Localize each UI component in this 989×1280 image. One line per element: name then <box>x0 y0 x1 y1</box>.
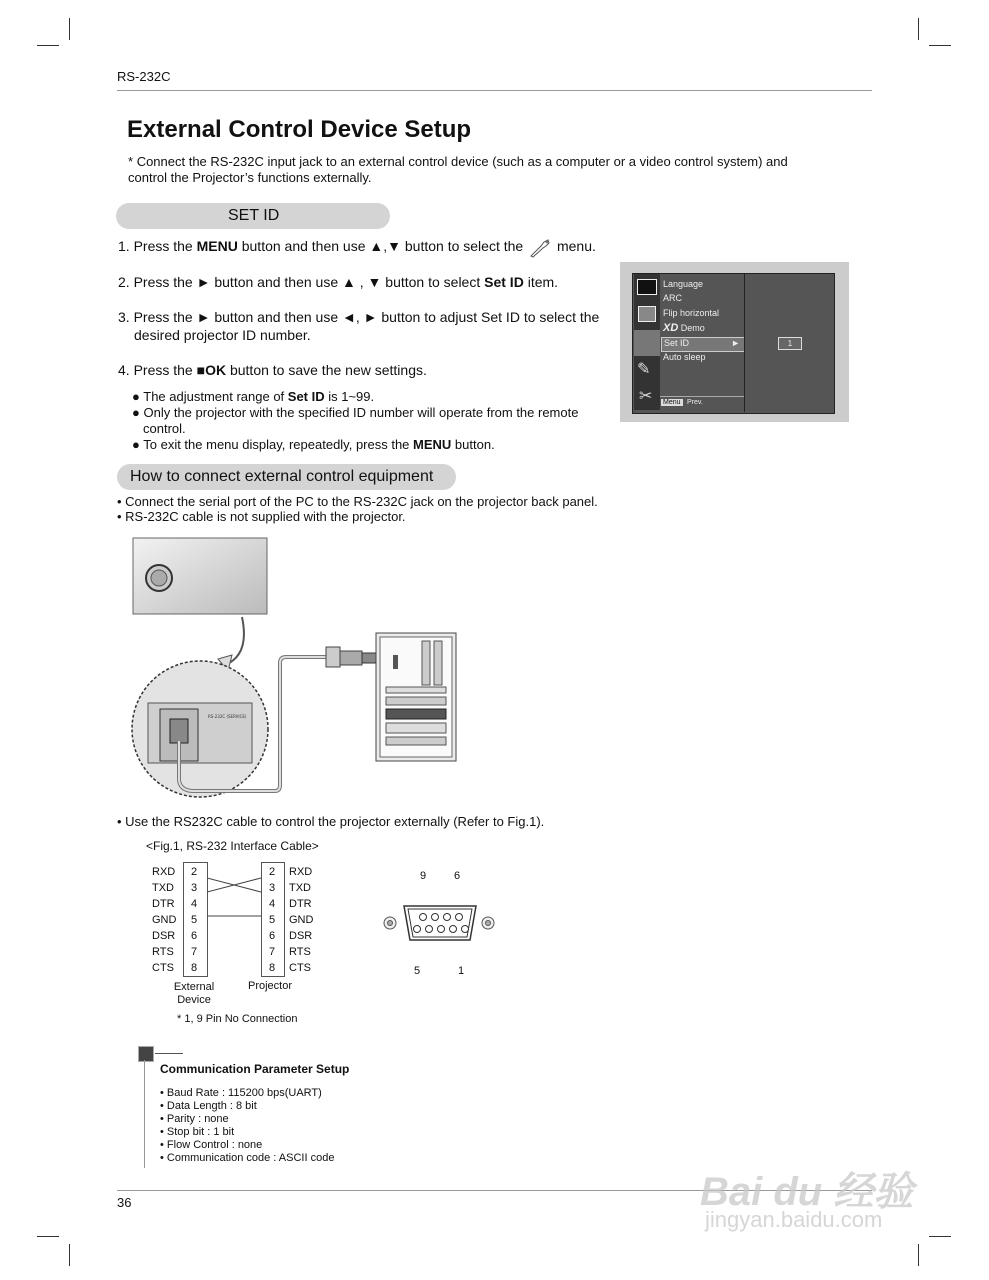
db9-connector-diagram <box>380 898 500 948</box>
osd-item: Language <box>663 279 704 289</box>
crop-mark <box>929 1236 951 1237</box>
settings-icon <box>527 238 553 256</box>
pin-box-right <box>261 976 285 977</box>
watermark-logo: Bai du 经验 <box>700 1170 914 1214</box>
pin-box-right <box>261 862 262 977</box>
pin-box-right <box>284 862 285 977</box>
osd-item: Flip horizontal <box>663 308 720 318</box>
crop-mark <box>37 45 59 46</box>
pin-label-5: 5 <box>414 965 421 977</box>
left-signals: RXD TXD DTR GND DSR RTS CTS <box>152 866 177 974</box>
comm-item: • Baud Rate : 115200 bps(UART) <box>160 1087 322 1099</box>
osd-item: Auto sleep <box>663 352 706 362</box>
comm-items <box>160 1087 334 1165</box>
left-pins: 2 3 4 5 6 7 8 <box>191 866 198 974</box>
step-2: 2. Press the ► button and then use ▲ , ▼ button to select Set ID item. <box>118 274 559 290</box>
use-note: • Use the RS232C cable to control the projector externally (Refer to Fig.1). <box>117 814 545 829</box>
pin-label-6: 6 <box>454 870 461 882</box>
comm-title: Communication Parameter Setup <box>160 1062 350 1076</box>
right-signals: RXD TXD DTR GND DSR RTS CTS <box>289 866 314 974</box>
connect-bullet: • Connect the serial port of the PC to the RS-232C jack on the projector back panel. <box>117 494 598 509</box>
xd-logo: XD <box>663 322 679 334</box>
pin-box-left <box>183 862 207 863</box>
pin-label-1: 1 <box>458 965 465 977</box>
intro-star: * <box>128 154 134 169</box>
right-pins: 2 3 4 5 6 7 8 <box>269 866 276 974</box>
setid-bullet: ● The adjustment range of Set ID is 1~99. <box>132 389 375 404</box>
fig-caption: <Fig.1, RS-232 Interface Cable> <box>146 839 319 853</box>
projector-label: Projector <box>248 980 293 992</box>
pin-label-9: 9 <box>420 870 427 882</box>
step-1: 1. Press the MENU button and then use ▲,▼ button to select the menu. <box>118 237 618 256</box>
connection-illustration <box>130 535 470 805</box>
page-title: External Control Device Setup <box>127 116 472 143</box>
picture-icon <box>637 279 657 295</box>
screen-icon <box>638 306 656 322</box>
setid-value-box: 1 <box>778 337 802 350</box>
connect-section-label: How to connect external control equipment <box>117 464 456 490</box>
pin-note: * 1, 9 Pin No Connection <box>177 1013 298 1025</box>
setid-bullet: ● To exit the menu display, repeatedly, press the MENU button. <box>132 437 495 452</box>
comm-item: • Data Length : 8 bit <box>160 1100 257 1112</box>
intro-text: * Connect the RS-232C input jack to an external control device (such as a computer or a video control system) and control the Projector’s functions externally. <box>128 154 788 185</box>
jack-label: RS-232C (SERVICE) <box>208 714 247 719</box>
crop-mark <box>37 1236 59 1237</box>
tool-icon: ✎ <box>637 361 651 378</box>
pin-box-right <box>261 862 285 863</box>
comm-item: • Stop bit : 1 bit <box>160 1126 235 1138</box>
running-header: RS-232C <box>117 69 171 84</box>
setid-section-label: SET ID <box>116 203 390 229</box>
note-vertical-rule <box>144 1060 145 1168</box>
page-number: 36 <box>117 1195 132 1210</box>
external-device-label: External Device <box>173 981 215 1006</box>
osd-footer-rule <box>660 396 744 397</box>
option-icon <box>634 330 660 356</box>
comm-item: • Communication code : ASCII code <box>160 1152 335 1164</box>
step-3: 3. Press the ► button and then use ◄, ► button to adjust Set ID to select the desired projector ID number. <box>118 309 600 343</box>
scissors-icon: ✂ <box>639 388 653 405</box>
connect-bullet: • RS-232C cable is not supplied with the projector. <box>117 509 406 524</box>
osd-footer-label: Prev. <box>687 399 703 406</box>
osd-icon-column <box>634 274 660 410</box>
watermark-url: jingyan.baidu.com <box>705 1207 883 1232</box>
note-square-icon <box>138 1046 154 1062</box>
setid-bullet: ● Only the projector with the specified ID number will operate from the remote control. <box>132 405 579 436</box>
pin-box-left <box>183 862 184 977</box>
comm-item: • Flow Control : none <box>160 1139 263 1151</box>
osd-menu-screenshot <box>620 262 849 422</box>
pin-box-left <box>183 976 207 977</box>
wiring-lines <box>207 862 261 922</box>
comm-item: • Parity : none <box>160 1113 229 1125</box>
osd-item-selected: Set ID ► <box>661 337 745 352</box>
crop-mark <box>918 1244 919 1266</box>
note-rule <box>155 1053 183 1054</box>
crop-mark <box>929 45 951 46</box>
osd-item: ARC <box>663 293 683 303</box>
osd-divider <box>744 274 745 412</box>
step-4: 4. Press the ■OK button to save the new settings. <box>118 362 427 378</box>
crop-mark <box>69 1244 70 1266</box>
osd-item-xd-demo: XD Demo <box>663 322 705 334</box>
menu-key-icon: Menu <box>663 399 681 406</box>
crop-mark <box>69 18 70 40</box>
header-rule <box>117 90 872 91</box>
crop-mark <box>918 18 919 40</box>
